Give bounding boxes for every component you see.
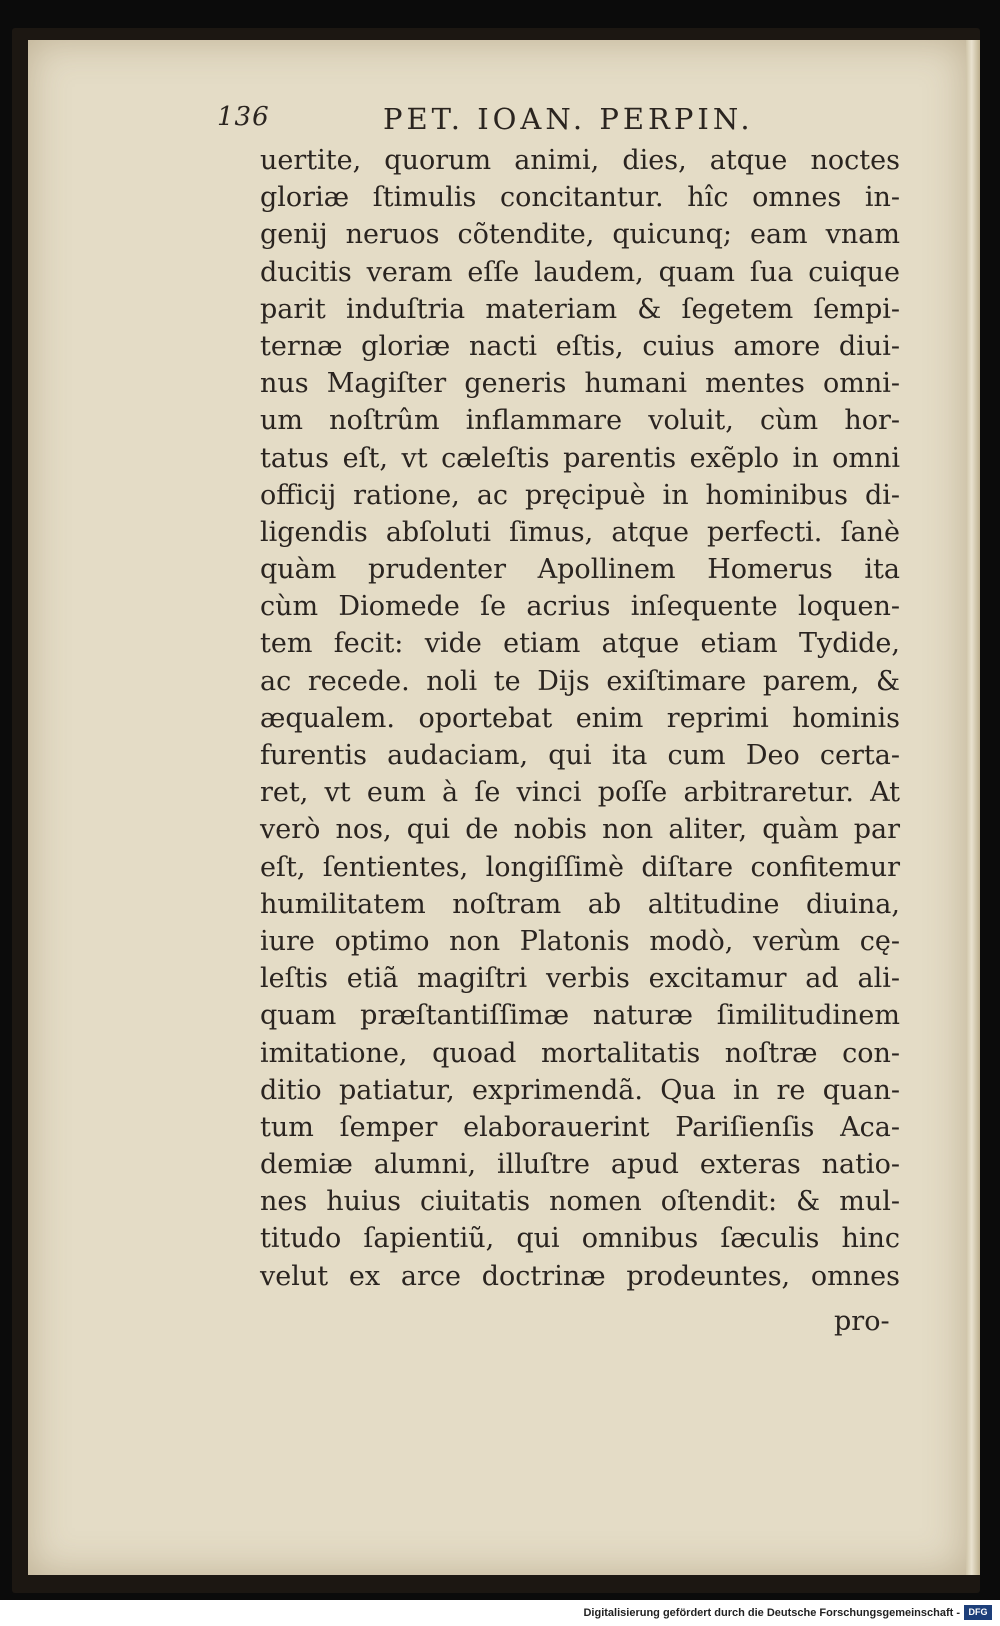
- text-line: genij neruos cõtendite, quicunq; eam vnam: [260, 219, 900, 251]
- text-line: nus Magiſter generis humani mentes omni-: [260, 368, 900, 400]
- funding-credit: Digitalisierung gefördert durch die Deutsche Forschungsgemeinschaft -: [583, 1607, 960, 1619]
- text-line: parit induſtria materiam & ſegetem ſempi-: [260, 293, 900, 325]
- text-line: humilitatem noſtram ab altitudine diuina,: [260, 888, 900, 920]
- text-line: gloriæ ſtimulis concitantur. hîc omnes in-: [260, 182, 900, 214]
- page-header: [217, 102, 797, 142]
- text-line: verò nos, qui de nobis non aliter, quàm par: [260, 814, 900, 846]
- text-line: leſtis etiã magiſtri verbis excitamur ad ali-: [260, 963, 900, 995]
- text-line: imitatione, quoad mortalitatis noſtræ con-: [260, 1037, 900, 1069]
- text-line: tatus eſt, vt cæleſtis parentis exẽplo in omni: [260, 442, 900, 474]
- page-number: 136: [217, 102, 270, 132]
- text-line: quam præſtantiſſimæ naturæ ſimilitudinem: [260, 1000, 900, 1032]
- text-line: tem fecit: vide etiam atque etiam Tydide,: [260, 628, 900, 660]
- text-line: uertite, quorum animi, dies, atque noctes: [260, 145, 900, 176]
- text-line: furentis audaciam, qui ita cum Deo certa-: [260, 740, 900, 771]
- text-line: um noſtrûm inflammare voluit, cùm hor-: [260, 405, 900, 437]
- text-line: tum ſemper elaborauerint Pariſienſis Aca-: [260, 1111, 900, 1143]
- dfg-logo: DFG: [964, 1605, 992, 1620]
- text-line: demiæ alumni, illuſtre apud exteras natio-: [260, 1149, 900, 1181]
- text-line: ducitis veram eſſe laudem, quam ſua cuique: [260, 256, 900, 288]
- footer-bar: [0, 1600, 1000, 1626]
- running-head: PET. IOAN. PERPIN.: [383, 102, 754, 136]
- text-line: titudo ſapientiũ, qui omnibus ſæculis hinc: [260, 1223, 900, 1255]
- text-line: ligendis abſoluti ſimus, atque perfecti. ſanè: [260, 516, 900, 548]
- page-edge: [966, 40, 980, 1575]
- text-line: eſt, ſentientes, longiſſimè diſtare confitemur: [260, 851, 900, 883]
- text-line: æqualem. oportebat enim reprimi hominis: [260, 702, 900, 734]
- text-line: ret, vt eum à ſe vinci poſſe arbitraretur. At: [260, 777, 900, 809]
- text-line: iure optimo non Platonis modò, verùm cę-: [260, 925, 900, 957]
- catchword: pro-: [834, 1306, 890, 1337]
- body-text: [260, 142, 900, 1295]
- text-line: ac recede. noli te Dijs exiſtimare parem, &: [260, 665, 900, 697]
- text-line: cùm Diomede ſe acrius inſequente loquen-: [260, 591, 900, 623]
- text-line: quàm prudenter Apollinem Homerus ita: [260, 554, 900, 586]
- text-line: velut ex arce doctrinæ prodeuntes, omnes: [260, 1260, 900, 1292]
- text-line: officij ratione, ac pręcipuè in hominibus di-: [260, 479, 900, 511]
- text-line: nes huius ciuitatis nomen oſtendit: & mul-: [260, 1186, 900, 1218]
- text-line: ternæ gloriæ nacti eſtis, cuius amore diui-: [260, 330, 900, 362]
- text-line: ditio patiatur, exprimendã. Qua in re quan-: [260, 1074, 900, 1106]
